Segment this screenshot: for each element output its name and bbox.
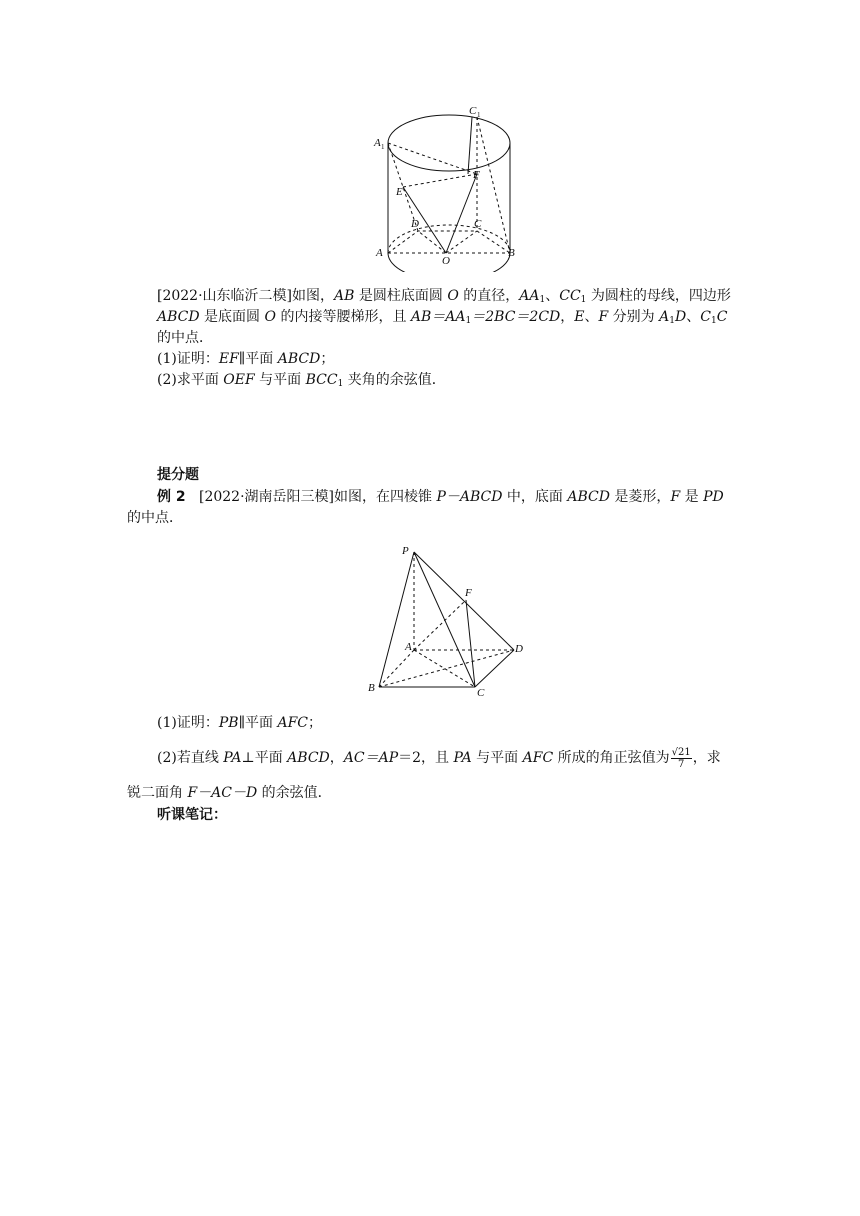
math-expr: AB＝AA <box>410 309 466 325</box>
label-c1: C <box>469 105 477 117</box>
math-var: E <box>574 309 585 325</box>
math-var: ABCD <box>157 309 200 325</box>
text-run: 是底面圆 <box>199 309 265 325</box>
text-run: 所成的角正弦值为 <box>553 750 670 766</box>
problem1-statement <box>127 286 734 349</box>
math-var: AB <box>334 288 355 304</box>
label-a1: A <box>374 137 381 149</box>
subscript: 1 <box>580 295 587 305</box>
text-run: ＝2，且 <box>398 750 454 766</box>
math-expr: AC＝AP <box>343 750 399 766</box>
math-var: BCC <box>305 372 338 388</box>
subscript: 1 <box>710 316 717 326</box>
text-run: 是菱形， <box>609 489 671 505</box>
label-a2: A <box>405 641 412 653</box>
problem2-statement <box>127 487 734 529</box>
math-var: PA <box>453 750 472 766</box>
fraction-numerator: √21 <box>671 746 691 758</box>
text-run: 、 <box>545 288 560 304</box>
math-var: A <box>659 309 670 325</box>
label-b: B <box>508 247 515 259</box>
text-run: 如图， <box>292 288 335 304</box>
math-var: F <box>598 309 609 325</box>
text-run: 的中点． <box>157 330 213 346</box>
fraction <box>671 747 692 770</box>
text-run: 、 <box>584 309 599 325</box>
text-run: 分别为 <box>608 309 660 325</box>
cylinder-figure <box>370 100 520 272</box>
text-run: 与平面 <box>471 750 523 766</box>
math-var: OEF <box>223 372 255 388</box>
text-run: 的余弦值． <box>257 785 332 801</box>
subscript: 1 <box>465 316 472 326</box>
text-run: (1)证明： <box>157 351 219 367</box>
label-f: F <box>473 169 480 181</box>
fraction-denominator: 7 <box>678 758 685 770</box>
label-e: E <box>396 186 403 198</box>
subscript: 1 <box>669 316 675 326</box>
problem2-source: [2022·湖南岳阳三模] <box>198 489 334 505</box>
math-var: AFC <box>277 715 309 731</box>
label-p: P <box>402 545 409 557</box>
problem1-question-1 <box>127 349 734 370</box>
problem2-question-1 <box>127 713 734 734</box>
label-a1-sub: 1 <box>381 143 385 151</box>
math-var: O <box>264 309 276 325</box>
label-b2: B <box>368 682 375 694</box>
label-c2: C <box>477 687 485 699</box>
text-run: 夹角的余弦值． <box>343 372 446 388</box>
text-run: 是 <box>680 489 704 505</box>
text-run: (2)若直线 <box>157 750 224 766</box>
label-c1-sub: 1 <box>477 111 481 119</box>
math-var: F <box>670 489 681 505</box>
text-run: 中，底面 <box>502 489 568 505</box>
math-var: AFC <box>522 750 554 766</box>
math-var: ABCD <box>287 750 330 766</box>
text-run: ∥平面 <box>238 351 278 367</box>
text-run: ； <box>308 715 323 731</box>
math-var: PB <box>218 715 239 731</box>
subscript: 1 <box>539 295 546 305</box>
text-run: ， <box>329 750 344 766</box>
math-var: PD <box>703 489 724 505</box>
math-var: PA <box>223 750 242 766</box>
math-expr: F－AC－D <box>187 785 258 801</box>
text-run: (1)证明： <box>157 715 219 731</box>
notes-label: 听课笔记： <box>157 807 227 823</box>
label-a: A <box>376 247 383 259</box>
text-run: ∥平面 <box>238 715 278 731</box>
text-run: 如图，在四棱锥 <box>334 489 437 505</box>
text-run: 的直径， <box>458 288 520 304</box>
text-run: 、 <box>686 309 701 325</box>
example-label: 例 2 <box>157 489 186 505</box>
math-expr: P－ABCD <box>436 489 503 505</box>
problem2-question-2 <box>127 746 734 770</box>
label-d2: D <box>515 643 523 655</box>
math-var: CC <box>559 288 581 304</box>
math-var: C <box>700 309 711 325</box>
text-run: 的中点． <box>127 510 183 526</box>
problem1-question-2 <box>127 370 734 391</box>
math-var: ABCD <box>277 351 321 367</box>
math-var: EF <box>218 351 239 367</box>
text-run: ⊥平面 <box>241 750 288 766</box>
label-o: O <box>442 255 450 267</box>
math-var: D <box>675 309 687 325</box>
text-run: 是圆柱底面圆 <box>354 288 448 304</box>
text-run: 为圆柱的母线，四边形 <box>586 288 731 304</box>
text-run: ； <box>320 351 335 367</box>
subscript: 1 <box>337 379 344 389</box>
label-d: D <box>411 218 419 230</box>
math-var: ABCD <box>567 489 610 505</box>
text-run: 锐二面角 <box>127 785 188 801</box>
problem2-question-2-line2 <box>127 783 734 804</box>
label-c: C <box>474 218 482 230</box>
math-expr: ＝2BC＝2CD <box>471 309 561 325</box>
math-var: O <box>447 288 459 304</box>
text-run: 的内接等腰梯形，且 <box>276 309 411 325</box>
text-run: (2)求平面 <box>157 372 224 388</box>
pyramid-figure <box>364 540 534 700</box>
text-run: ， <box>560 309 575 325</box>
math-var: C <box>716 309 728 325</box>
math-var: AA <box>519 288 540 304</box>
text-run: 与平面 <box>254 372 306 388</box>
text-run: ，求 <box>692 750 721 766</box>
label-f2: F <box>465 587 472 599</box>
section-heading: 提分题 <box>157 467 199 483</box>
problem1-source: [2022·山东临沂二模] <box>157 288 293 304</box>
